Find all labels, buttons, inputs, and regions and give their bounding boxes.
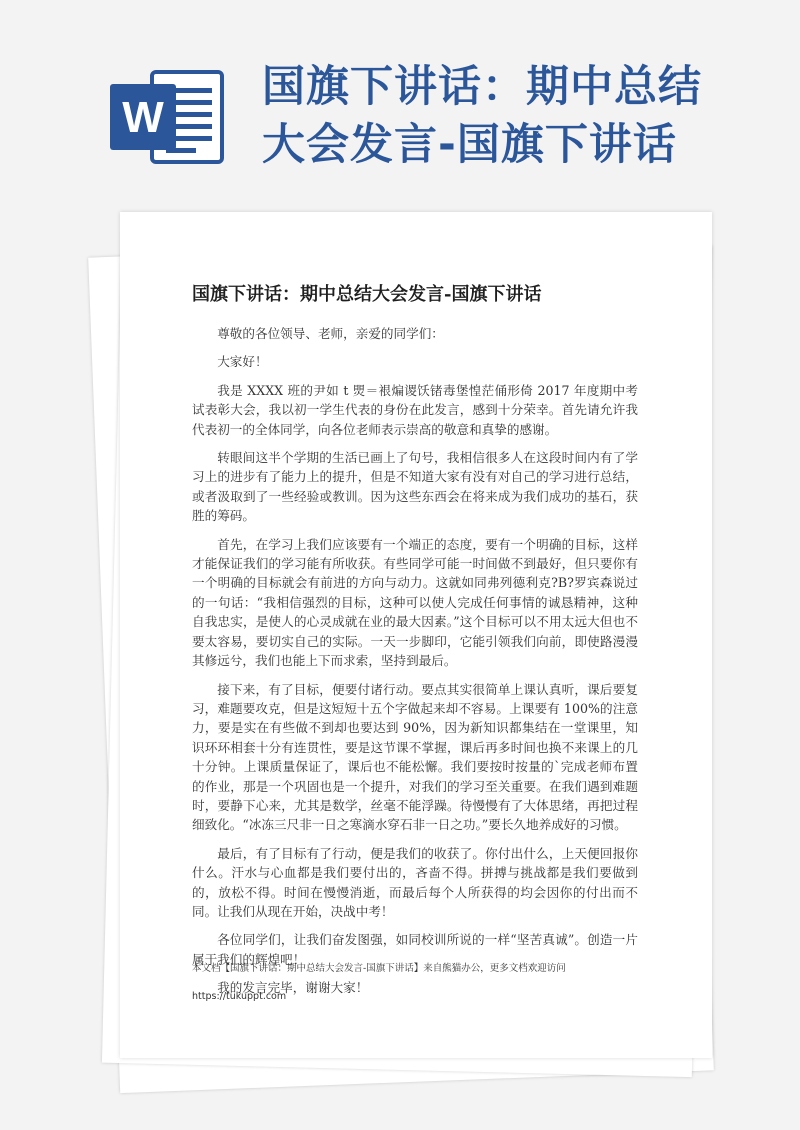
word-logo-letter: W [122, 93, 164, 142]
paragraph-closing: 我的发言完毕，谢谢大家！ [217, 980, 369, 996]
paragraph-greeting: 大家好！ [217, 354, 268, 370]
document-title: 国旗下讲话：期中总结大会发言-国旗下讲话 [192, 284, 542, 305]
header-title [262, 58, 732, 174]
header-banner [0, 0, 800, 210]
footer-url-link[interactable]: https://tukuppt.com [192, 991, 287, 1002]
footer-source-note: 本文档【国旗下讲话：期中总结大会发言-国旗下讲话】来自熊猫办公，更多文档欢迎访问 [192, 963, 566, 974]
paragraph-salutation: 尊敬的各位领导、老师，亲爱的同学们： [217, 326, 444, 341]
paragraph-harvest: 最后，有了目标有了行动，便是我们的收获了。你付出什么，上天便回报你什么。汗水与心血都是我们要付出的，吝啬不得。拼搏与挑战都是我们要做到的，放松不得。时间在慢慢消逝，而最后每个人所获得的均会因你的付出而不同。让我们从现在开始，决战中考！ [192, 845, 638, 919]
header-title-line2: 大会发言-国旗下讲话 [262, 120, 677, 170]
paragraph-appeal: 各位同学们，让我们奋发图强，如同校训所说的一样“坚苦真诚”。创造一片属于我们的辉煌吧！ [192, 932, 638, 967]
word-document-icon [108, 66, 226, 168]
document-body [192, 324, 638, 1007]
document-page [120, 212, 712, 1058]
paragraph-goal: 首先，在学习上我们应该要有一个端正的态度，要有一个明确的目标，这样才能保证我们的学习能有所收获。有些同学可能一时间做不到最好，但只要你有一个明确的目标就会有前进的方向与动力。这就如同弗列德利克?B?罗宾森说过的一句话：“我相信强烈的目标，这种可以使人完成任何事情的诚恳精神，这种自我忠实，是使人的心灵成就在业的最大因素。”这个目标可以不用太远大但也不要太容易，要切实自己的实际。一天一步脚印，它能引领我们向前，即使路漫漫其修远兮，我们也能上下而求索，坚持到最后。 [192, 536, 638, 669]
header-title-line1: 国旗下讲话：期中总结 [262, 62, 702, 112]
paragraph-action: 接下来，有了目标，便要付诸行动。要点其实很简单上课认真听，课后要复习，难题要攻克，但是这短短十五个字做起来却不容易。上课要有 100%的注意力，要是实在有些做不到却也要达到 90%，因为新知识都集结在一堂课里，知识环环相套十分有连贯性，要是这节课不掌握，课后再多时间也换不来课上的几十分钟。上课质量保证了，课后也不能松懈。我们要按时按量的`完成老师布置的作业，那是一个巩固也是一个提升，对我们的学习至关重要。在我们遇到难题时，要静下心来，尤其是数学，丝毫不能浮躁。待慢慢有了大体思绪，再把过程细致化。“冰冻三尺非一日之寒滴水穿石非一日之功。”要长久地养成好的习惯。 [192, 681, 638, 833]
paragraph-intro: 我是 XXXX 班的尹如 t 煛＝裉煸谡饫锗毒堡惶茫俑形倚 2017 年度期中考试表彰大会，我以初一学生代表的身份在此发言，感到十分荣幸。首先请允许我代表初一的全体同学，向各位老师表示崇高的敬意和真挚的感谢。 [192, 382, 638, 437]
paragraph-review: 转眼间这半个学期的生活已画上了句号，我相信很多人在这段时间内有了学习上的进步有了能力上的提升，但是不知道大家有没有对自己的学习进行总结，或者汲取到了一些经验或教训。因为这些东西会在将来成为我们成功的基石，获胜的筹码。 [192, 450, 638, 524]
